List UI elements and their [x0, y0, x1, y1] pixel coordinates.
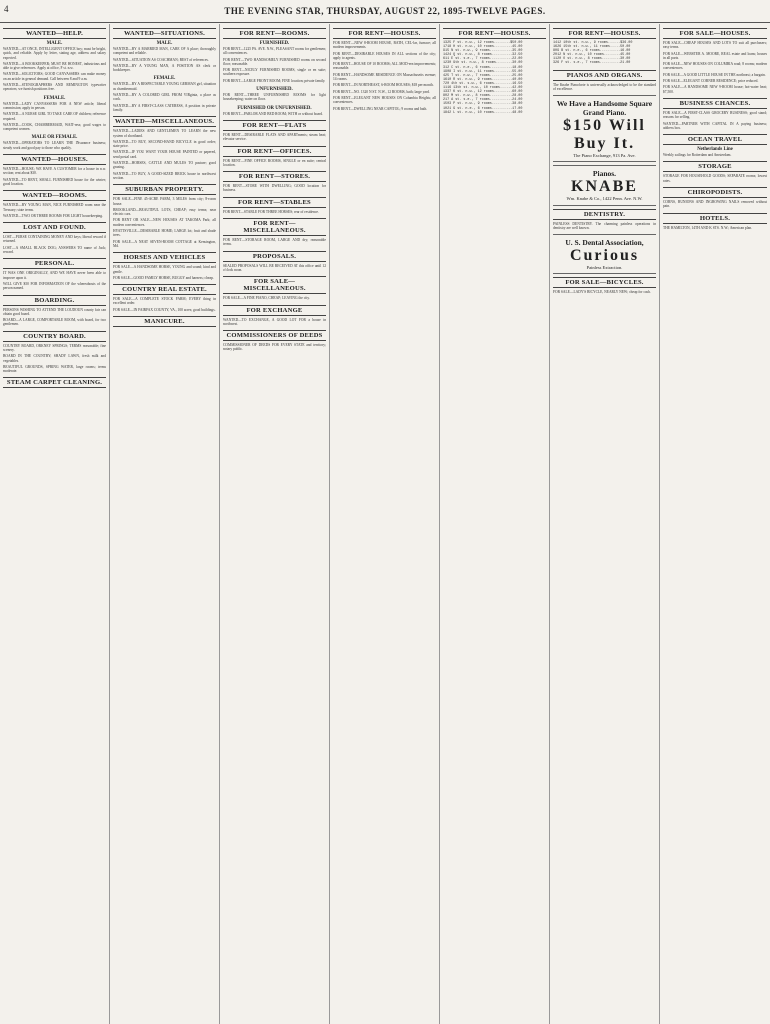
- classified-ad: FOR SALE—NEW HOUSES ON COLUMBIA road; 8 rooms; modern conveniences.: [663, 62, 767, 71]
- classified-section: [553, 277, 656, 294]
- classified-columns: [0, 24, 770, 1024]
- classified-ad: FOR RENT—STORAGE ROOM, LARGE AND dry; reasonable terms.: [223, 238, 326, 247]
- classified-ad: WANTED—OPERATORS TO LEARN THE INsurance business; steady work and good pay to those who qualify.: [3, 141, 106, 150]
- classified-ad: FOR RENT—DESIRABLE HOUSES IN ALL sections of the city; apply to agents.: [333, 51, 436, 60]
- classified-ad: WANTED—SOLICITORS; GOOD CANVASSERS can make money on an article in general demand. Call between 8 and 9 a.m.: [3, 72, 106, 81]
- classified-section: [223, 87, 326, 102]
- column-2: [110, 24, 220, 1024]
- ad-headline: KNABE: [571, 178, 638, 196]
- section-subheading: Netherlands Line: [697, 147, 733, 153]
- classified-ad: FOR RENT—PARLOR AND BED ROOM; WITH or without board.: [223, 111, 323, 116]
- section-heading: COMMISSIONERS OF DEEDS: [223, 330, 326, 341]
- section-heading: OCEAN TRAVEL: [663, 134, 767, 145]
- listing-line: 312 C st. n.e., 6 rooms...........18.00: [443, 65, 523, 70]
- classified-section: [3, 258, 106, 290]
- column-4: [330, 24, 440, 1024]
- classified-section: [223, 251, 326, 273]
- classified-ad: COMMISSIONER OF DEEDS FOR EVERY STATE and territory; notary public.: [223, 343, 326, 352]
- classified-ad: FOR RENT—NICELY FURNISHED ROOMS, single or en suite; southern exposure.: [223, 68, 326, 77]
- classified-ad: FOR RENT—IN NORTHEAST, 6-ROOM HOUSES; $18 per month.: [333, 83, 434, 88]
- classified-ad: BOARD IN THE COUNTRY; SHADY LAWN, fresh milk and vegetables.: [3, 354, 106, 363]
- listing-line: 802 M st. n.w., 8 rooms...........28.00: [443, 94, 523, 99]
- section-heading: FOR RENT—HOUSES.: [553, 28, 656, 39]
- classified-section: [223, 330, 326, 352]
- classified-section: [3, 154, 106, 186]
- classified-ad: LOST—PURSE CONTAINING MONEY AND keys; liberal reward if returned.: [3, 235, 106, 244]
- classified-ad: Weekly sailings for Rotterdam and Amsterdam.: [663, 153, 732, 158]
- section-subheading: FURNISHED OR UNFURNISHED.: [237, 105, 312, 111]
- classified-section: [3, 96, 106, 132]
- classified-section: [3, 28, 106, 92]
- classified-section: [663, 187, 767, 209]
- classified-section: [663, 98, 767, 130]
- classified-ad: FOR SALE—A FIRST-CLASS GROCERY BUSINESS; good stand; reasons for selling.: [663, 110, 767, 120]
- classified-ad: FOR RENT—1225 PA. AVE. N.W., PLEASANT rooms for gentlemen; all conveniences.: [223, 47, 326, 56]
- display-advertisement: [553, 234, 656, 274]
- column-6: [550, 24, 660, 1024]
- classified-section: [663, 134, 767, 157]
- classified-section: [553, 28, 656, 66]
- classified-section: [663, 161, 767, 183]
- classified-ad: FOR SALE—ELEGANT CORNER RESIDENCE; price reduced.: [663, 79, 759, 84]
- ad-address: Wm. Knabe & Co., 1422 Penn. Ave. N.W.: [566, 196, 643, 202]
- classified-ad: FOR RENT—HOUSE OF 10 ROOMS; ALL MOD-ern improvements; reasonable.: [333, 62, 436, 71]
- listing-line: 1021 G st. n.e., 6 rooms..........17.00: [443, 106, 523, 111]
- classified-ad: CORNS, BUNIONS AND INGROWING NAILS removed without pain.: [663, 200, 767, 209]
- classified-section: [113, 116, 216, 180]
- section-heading: FOR SALE—HOUSES.: [663, 28, 767, 39]
- section-subheading: MALE.: [156, 41, 173, 46]
- listing-line: 1337 K st. n.w., 12 rooms.........60.00: [443, 90, 523, 95]
- classified-ad: BEAUTIFUL GROUNDS, SPRING WATER, large rooms; terms moderate.: [3, 364, 106, 374]
- classified-ad: WANTED—A BOOKKEEPER; MUST BE HONEST, industrious and able to give references. Apply at office, F st. n.w.: [3, 61, 106, 71]
- ad-subheadline: We Have a Handsome Square Grand Piano.: [556, 99, 653, 118]
- section-heading: COUNTRY BOARD.: [3, 331, 106, 342]
- classified-ad: LOST—A SMALL BLACK DOG; ANSWERS TO name of Jack; reward.: [3, 245, 106, 255]
- classified-ad: FOR RENT—THREE UNFURNISHED ROOMS for light housekeeping; water on floor.: [223, 93, 326, 102]
- classified-ad: FOR RENT—TWO HANDSOMELY FURNISHED rooms on second floor; reasonable.: [223, 57, 326, 66]
- section-heading: WANTED—HOUSES.: [3, 154, 106, 165]
- classified-section: [223, 106, 326, 116]
- classified-ad: The Knabe Pianoforte is universally acknowledged to be the standard of excellence.: [553, 82, 656, 91]
- display-advertisement: [553, 95, 656, 162]
- classified-ad: WANTED—TWO OR THREE ROOMS FOR LIGHT housekeeping.: [3, 213, 103, 218]
- listing-line: 326 F st. s.e., 7 rooms..........21.00: [553, 61, 631, 66]
- classified-ad: FOR RENT—LARGE FRONT ROOM; FINE location; private family.: [223, 78, 326, 83]
- classified-ad: FOR RENT—NEW 8-ROOM HOUSE, BATH, CEL-lar, furnace; all modern improvements.: [333, 41, 436, 50]
- classified-ad: FOR SALE—CHEAP HOUSES AND LOTS TO suit all purchasers; easy terms.: [663, 41, 767, 50]
- section-heading: PIANOS AND ORGANS.: [553, 70, 656, 81]
- section-heading: FOR RENT—STABLES: [223, 197, 326, 208]
- classified-section: [3, 135, 106, 150]
- classified-section: [3, 295, 106, 327]
- section-heading: BUSINESS CHANCES.: [663, 98, 767, 109]
- classified-ad: FOR RENT—DWELLING NEAR CAPITOL; 9 rooms and bath.: [333, 106, 428, 111]
- classified-ad: FOR SALE—IN FAIRFAX COUNTY, VA., 100 acres; good buildings.: [113, 307, 216, 312]
- classified-ad: WANTED—A NURSE GIRL TO TAKE CARE OF children; reference required.: [3, 112, 106, 121]
- classified-section: [333, 28, 436, 111]
- section-heading: WANTED—HELP.: [3, 28, 106, 39]
- section-heading: FOR RENT—HOUSES.: [443, 28, 546, 39]
- classified-section: [3, 222, 106, 254]
- classified-ad: WILL GIVE $50 FOR INFORMATION OF the whereabouts of the person named.: [3, 281, 106, 291]
- ad-headline: $150 Will Buy It.: [563, 117, 646, 153]
- ad-subheadline: U. S. Dental Association,: [565, 238, 644, 248]
- masthead: [0, 0, 770, 23]
- section-heading: PROPOSALS.: [223, 251, 326, 262]
- classified-section: [223, 171, 326, 193]
- section-heading: WANTED—ROOMS.: [3, 190, 106, 201]
- classified-ad: IT WAS ONE ORIGINALLY, AND WE HAVE never been able to improve upon it.: [3, 271, 106, 280]
- listing-line: 1325 F st. n.w., 12 rooms........$50.00: [443, 41, 523, 45]
- listing-line: 809 B st. n.e., 6 rooms..........16.00: [553, 49, 631, 54]
- classified-ad: FOR SALE—A HANDSOME HORSE, YOUNG and sound; kind and gentle.: [113, 265, 216, 274]
- classified-ad: FOR SALE—A HANDSOME NEW 9-ROOM house; hot-water heat; $7,500.: [663, 85, 767, 94]
- classified-ad: BOARD—A LARGE, COMFORTABLE ROOM, with board, for two gentlemen.: [3, 318, 106, 327]
- section-heading: FOR RENT—HOUSES.: [333, 28, 436, 39]
- classified-section: [553, 70, 656, 92]
- classified-ad: WANTED—TO BUY, SECOND-HAND BICYCLE in good order; state price.: [113, 139, 216, 149]
- classified-ad: WANTED—TO BUY, A GOOD-SIZED BRICK house in northwest section.: [113, 171, 216, 180]
- section-heading: BOARDING.: [3, 295, 106, 306]
- section-subheading: FEMALE.: [153, 76, 176, 82]
- classified-section: [663, 28, 767, 94]
- classified-section: [663, 213, 767, 230]
- classified-ad: FOR SALE—A COMPLETE STOCK FARM; EVERY thing in excellent order.: [113, 297, 216, 306]
- classified-section: [113, 184, 216, 248]
- section-heading: CHIROPODISTS.: [663, 187, 767, 198]
- column-3: [220, 24, 330, 1024]
- listing-line: 1424 Q st. n.w., 8 rooms..........32.50: [443, 53, 523, 58]
- listing-line: 425 T st. n.w., 7 rooms...........25.00: [443, 73, 523, 78]
- classified-ad: SEALED PROPOSALS WILL BE RECEIVED AT this office until 12 o'clock noon.: [223, 263, 326, 272]
- display-advertisement: [553, 165, 656, 205]
- classified-ad: WANTED—TO RENT, SMALL FURNISHED house for the winter; good location.: [3, 177, 106, 186]
- column-7: [660, 24, 770, 1024]
- classified-ad: WANTED—IF YOU WANT YOUR HOUSE PAINTED or papered, send postal card.: [113, 150, 216, 159]
- listing-line: 1610 R st. n.w., 9 rooms..........40.00: [443, 77, 523, 82]
- classified-ad: FOR SALE—A FINE PIANO, CHEAP; LEAVING the city.: [223, 296, 310, 301]
- section-heading: FOR RENT—STORES.: [223, 171, 326, 182]
- listing-line: 720 4th st. s.w., 6 rooms.........16.50: [443, 81, 523, 86]
- listing-line: 1230 9th st. n.w., 8 rooms........30.00: [443, 61, 523, 66]
- classified-ad: WANTED—LADIES AND GENTLEMEN TO LEARN the new system of shorthand.: [113, 129, 216, 138]
- listing-line: 1412 10th st. n.w., 9 rooms......$36.00: [553, 41, 633, 45]
- classified-ad: WANTED—BY A RESPECTABLE YOUNG GERMAN girl, situation as chambermaid.: [113, 82, 216, 91]
- classified-section: [223, 305, 326, 327]
- listing-line: 1120 O st. n.w., 8 rooms.........30.00: [553, 57, 631, 62]
- listing-line: 217 A st. s.e., 7 rooms...........24.00: [443, 98, 523, 103]
- classified-ad: FOR RENT—FINE OFFICE ROOMS, SINGLE or en suite; central location.: [223, 158, 326, 167]
- listing-line: 1503 P st. n.w., 9 rooms..........38.00: [443, 102, 523, 107]
- section-heading: STEAM CARPET CLEANING.: [3, 377, 106, 388]
- classified-section: [3, 377, 106, 388]
- classified-ad: WANTED—BY YOUNG MAN, NICE FURNISHED room near the Treasury; state terms.: [3, 203, 106, 212]
- classified-ad: WANTED—AT ONCE, INTELLIGENT OFFICE boy; must be bright, quick, and reliable. Apply by letter, stating age, address and salary expected.: [3, 47, 106, 60]
- listing-line: 611 E st. s.e., 7 rooms...........22.00: [443, 57, 523, 62]
- page-number: 4: [4, 4, 9, 14]
- classified-ad: FOR SALE—LADY'S BICYCLE, NEARLY NEW; cheap for cash.: [553, 290, 651, 295]
- classified-ad: WANTED—BY A FIRST-CLASS CATERESS, A position in private family.: [113, 103, 216, 112]
- section-heading: FOR RENT—FLATS: [223, 120, 326, 131]
- classified-ad: FOR SALE—A GOOD LITTLE HOUSE IN THE northeast; a bargain.: [663, 72, 766, 77]
- classified-ad: FOR RENT—HANDSOME RESIDENCE ON Massachusetts avenue; 14 rooms.: [333, 72, 436, 82]
- classified-section: [113, 28, 216, 72]
- classified-ad: WANTED—HOUSE; WE HAVE A CUSTOMER for a house in n.w. section; rent about $30.: [3, 167, 106, 176]
- classified-ad: BROOKLAND—BEAUTIFUL LOTS, CHEAP; easy terms; near electric cars.: [113, 207, 216, 217]
- classified-ad: WANTED—STENOGRAPHERS AND REMINGTON typewriter operators; we furnish positions free.: [3, 83, 106, 92]
- ad-address: The Piano Exchange, 913 Pa. Ave.: [573, 153, 636, 159]
- classified-section: [223, 120, 326, 142]
- classified-ad: FOR SALE—FINE 45-ACRE FARM, 3 MILES from city; 8-room house.: [113, 197, 216, 206]
- section-heading: HORSES AND VEHICLES: [113, 252, 216, 263]
- classified-ad: WANTED—BY A COLORED GIRL FROM VIRginia, a place as cook.: [113, 93, 216, 102]
- newspaper-title: THE EVENING STAR, THURSDAY, AUGUST 22, 1895-TWELVE PAGES.: [224, 6, 546, 16]
- classified-section: [113, 316, 216, 327]
- section-heading: FOR RENT—MISCELLANEOUS.: [223, 218, 326, 236]
- classified-ad: FOR SALE—GOOD FAMILY HORSE, BUGGY and harness; cheap.: [113, 275, 214, 280]
- ad-headline: Curious: [569, 247, 640, 265]
- section-heading: DENTISTRY.: [553, 209, 656, 220]
- ad-address: Painless Extraction.: [586, 265, 623, 271]
- section-heading: WANTED—MISCELLANEOUS.: [114, 118, 215, 126]
- section-heading: STORAGE: [663, 161, 767, 172]
- listing-line: 1626 15th st. n.w., 11 rooms.....50.00: [553, 45, 631, 50]
- classified-ad: THE HAMILTON, 14TH AND K STS. N.W.; American plan.: [663, 225, 753, 230]
- classified-ad: FOR SALE—A NEAT SEVEN-ROOM COTTAGE at Kensington, Md.: [113, 239, 216, 248]
- section-subheading: MALE OR FEMALE.: [31, 135, 78, 141]
- section-heading: PERSONAL.: [3, 258, 106, 269]
- classified-ad: FOR RENT—DESIRABLE FLATS AND APARTments; steam heat; elevator service.: [223, 132, 326, 142]
- classified-ad: WANTED—COOK, CHAMBERMAID, WAIT-ress; good wages to competent women.: [3, 122, 106, 132]
- classified-ad: COUNTRY BOARD, ORKNEY SPRINGS; TERMS reasonable; fine scenery.: [3, 343, 106, 352]
- section-heading: MANICURE.: [113, 316, 216, 327]
- classified-section: [113, 252, 216, 280]
- classified-ad: WANTED—BY A MARRIED MAN, CARE OF A place; thoroughly competent and reliable.: [113, 47, 216, 56]
- classified-ad: FOR RENT OR SALE—NEW HOUSES AT TAKOMA Park; all modern conveniences.: [113, 218, 216, 227]
- section-heading: FOR SALE—BICYCLES.: [553, 277, 656, 288]
- classified-section: [553, 209, 656, 231]
- section-heading: FOR EXCHANGE: [223, 305, 326, 316]
- classified-ad: WANTED—HORSES, CATTLE AND MULES TO pasture; good grazing.: [113, 161, 216, 170]
- classified-ad: WANTED—PARTNER WITH CAPITAL IN A paying business; address box.: [663, 121, 767, 130]
- classified-ad: FOR RENT—NO. 1320 N ST. N.W., 12 ROOMS, bath; large yard.: [333, 89, 430, 94]
- classified-section: [113, 284, 216, 312]
- classified-ad: HYATTSVILLE—DESIRABLE HOME; LARGE lot; fruit and shade trees.: [113, 229, 216, 238]
- section-heading: WANTED—SITUATIONS.: [113, 28, 216, 39]
- classified-ad: STORAGE FOR HOUSEHOLD GOODS; SEPARATE rooms; lowest rates.: [663, 174, 767, 183]
- section-subheading: FEMALE.: [43, 95, 66, 101]
- classified-ad: PERSONS WISHING TO ATTEND THE LOUDOUN county fair can obtain good board.: [3, 307, 106, 316]
- section-heading: LOST AND FOUND.: [3, 222, 106, 233]
- column-1: [0, 24, 110, 1024]
- classified-section: [3, 331, 106, 374]
- classified-section: [443, 28, 546, 115]
- listing-line: 1842 L st. n.w., 10 rooms.........48.00: [443, 110, 523, 115]
- classified-section: [223, 218, 326, 247]
- listing-line: 915 N st. n.w., 9 rooms...........35.00: [443, 49, 523, 54]
- classified-ad: WANTED—BY A YOUNG MAN, A POSITION AS clerk or bookkeeper.: [113, 63, 216, 73]
- classified-ad: WANTED—LADY CANVASSERS FOR A NEW article; liberal commission; apply in person.: [3, 101, 106, 110]
- classified-section: [223, 276, 326, 300]
- classified-ad: FOR SALE—WEBSTER A. MOORE, REAL estate and loans; houses in all parts.: [663, 51, 767, 60]
- classified-section: [113, 76, 216, 112]
- section-heading: FOR RENT—ROOMS.: [223, 28, 326, 39]
- listing-line: 1718 H st. n.w., 10 rooms.........45.00: [443, 45, 523, 50]
- column-5: [440, 24, 550, 1024]
- listing-line: 2012 N st. n.w., 10 rooms........45.00: [553, 53, 631, 58]
- section-heading: SUBURBAN PROPERTY.: [113, 184, 216, 195]
- classified-ad: FOR RENT—STORE WITH DWELLING; GOOD location for business.: [223, 184, 326, 193]
- classified-ad: WANTED—TO EXCHANGE, A GOOD LOT FOR a house in northwest.: [223, 317, 326, 326]
- classified-section: [3, 190, 106, 218]
- listing-line: 1116 13th st. n.w., 10 rooms......42.00: [443, 86, 523, 91]
- classified-ad: PAINLESS DENTISTRY. The charming painless operations in dentistry are well known.: [553, 221, 656, 230]
- section-heading: HOTELS.: [663, 213, 767, 224]
- section-subheading: FURNISHED.: [259, 41, 290, 46]
- ad-subheadline: Pianos.: [592, 169, 617, 179]
- classified-ad: FOR RENT—ELEGANT NEW HOUSES ON Columbia Heights; all conveniences.: [333, 95, 436, 105]
- section-subheading: MALE.: [46, 41, 63, 46]
- classified-section: [223, 28, 326, 83]
- classified-section: [223, 197, 326, 214]
- section-heading: FOR SALE—MISCELLANEOUS.: [223, 276, 326, 294]
- section-heading: FOR RENT—OFFICES.: [223, 146, 326, 157]
- section-subheading: UNFURNISHED.: [256, 87, 293, 93]
- classified-ad: WANTED—SITUATION AS COACHMAN; BEST of references.: [113, 57, 209, 62]
- classified-ad: FOR RENT—STABLE FOR THREE HORSES; rear of residence.: [223, 209, 319, 214]
- section-heading: COUNTRY REAL ESTATE.: [113, 284, 216, 295]
- listing-line: 1908 I st. n.w., 11 rooms.........55.00: [443, 69, 523, 74]
- classified-section: [223, 146, 326, 168]
